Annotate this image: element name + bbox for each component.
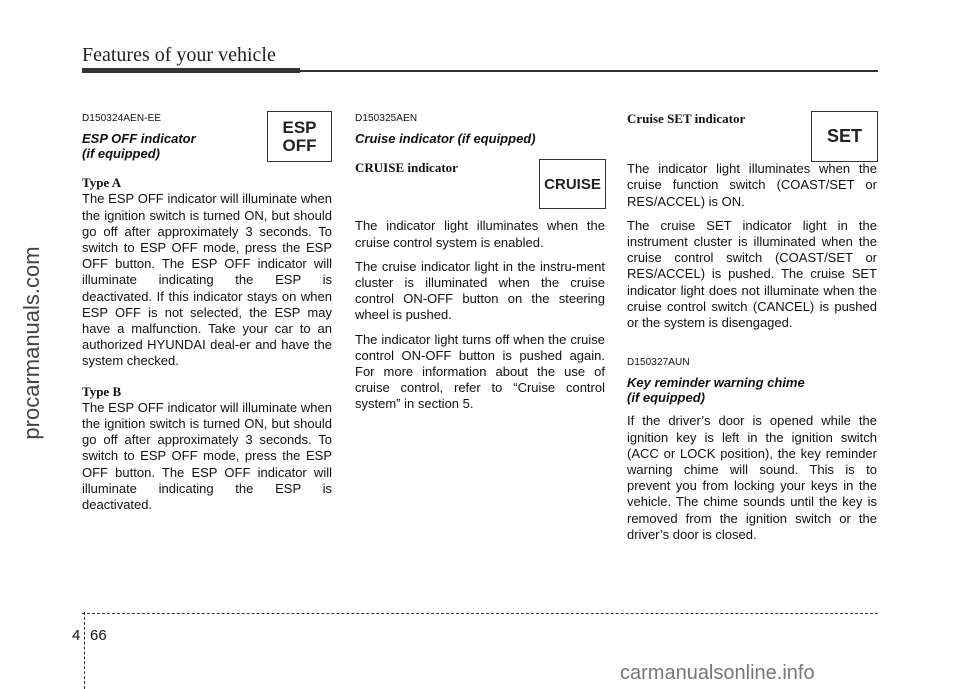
set-para-2: The cruise SET indicator light in the instrument cluster is illuminated when the cruise control switch (COAST/SET or RES/ACCEL) is pushed. The cruise SET indicator light does not illuminate when the cruise control switch (CANCEL) is pushed or the system is disengaged. bbox=[627, 217, 877, 331]
cruise-badge-label: CRUISE bbox=[544, 175, 601, 193]
section-subtitle: Cruise indicator (if equipped) bbox=[355, 131, 536, 147]
section-subtitle: Key reminder warning chime bbox=[627, 375, 805, 391]
side-watermark: procarmanuals.com bbox=[19, 246, 44, 440]
header-rule-thick bbox=[82, 68, 300, 73]
section-subtitle-2: (if equipped) bbox=[82, 146, 160, 162]
type-a-text: The ESP OFF indicator will illuminate when the ignition switch is turned ON, but should go off after approximately 3 seconds. To switch to ESP OFF mode, press the ESP OFF button. The ESP OFF indicator will illuminate indicating the ESP is deactivated. If this indicator stays on when ESP OFF is not selected, the ESP may have a malfunction. Take your car to an authorized HYUNDAI deal-er and have the system checked. bbox=[82, 191, 332, 369]
section-code: D150325AEN bbox=[355, 113, 418, 124]
esp-badge-line1: ESP bbox=[282, 117, 317, 137]
page-header-title: Features of your vehicle bbox=[82, 44, 276, 66]
cruise-heading: CRUISE indicator bbox=[355, 160, 458, 176]
cruise-para-1: The indicator light illuminates when the cruise control system is enabled. bbox=[355, 218, 605, 250]
header-rule-thin bbox=[300, 70, 878, 72]
section-subtitle-2: (if equipped) bbox=[627, 390, 705, 406]
page-number: 66 bbox=[90, 627, 107, 644]
type-a-heading: Type A bbox=[82, 175, 122, 191]
footer-rule bbox=[82, 613, 878, 614]
column-esp bbox=[82, 111, 332, 513]
set-para-1: The indicator light illuminates when the cruise function switch (COAST/SET or RES/ACCEL) is ON. bbox=[627, 161, 877, 209]
footer-watermark: carmanualsonline.info bbox=[620, 662, 815, 684]
cruise-para-3: The indicator light turns off when the cruise control ON-OFF button is pushed again. For more information about the use of cruise control, refer to “Cruise control system” in section 5. bbox=[355, 331, 605, 412]
section-code: D150324AEN-EE bbox=[82, 113, 162, 124]
type-b-heading: Type B bbox=[82, 383, 122, 399]
column-cruise bbox=[355, 111, 605, 413]
section-number: 4 bbox=[72, 627, 81, 644]
cruise-para-2: The cruise indicator light in the instru-ment cluster is illuminated when the cruise control ON-OFF button on the steering wheel is pushed. bbox=[355, 258, 605, 323]
key-reminder-text: If the driver’s door is opened while the ignition key is left in the ignition switch (ACC or LOCK position), the key reminder warning chime will sound. This is to prevent you from locking your keys in the vehicle. The chime sounds until the key is removed from the ignition switch or the driver’s door is closed. bbox=[627, 413, 877, 542]
column-set bbox=[627, 111, 877, 543]
set-heading: Cruise SET indicator bbox=[627, 111, 746, 126]
esp-badge-line2: OFF bbox=[282, 135, 317, 155]
section-subtitle: ESP OFF indicator bbox=[82, 131, 196, 147]
section-code: D150327AUN bbox=[627, 357, 690, 369]
set-badge-label: SET bbox=[826, 126, 862, 146]
type-b-text: The ESP OFF indicator will illuminate when the ignition switch is turned ON, but should go off after approximately 3 seconds. To switch to ESP OFF mode, press the ESP OFF button. The ESP OFF indicator will illuminate indicating the ESP is deactivated. bbox=[82, 399, 332, 513]
footer-divider bbox=[84, 612, 85, 689]
